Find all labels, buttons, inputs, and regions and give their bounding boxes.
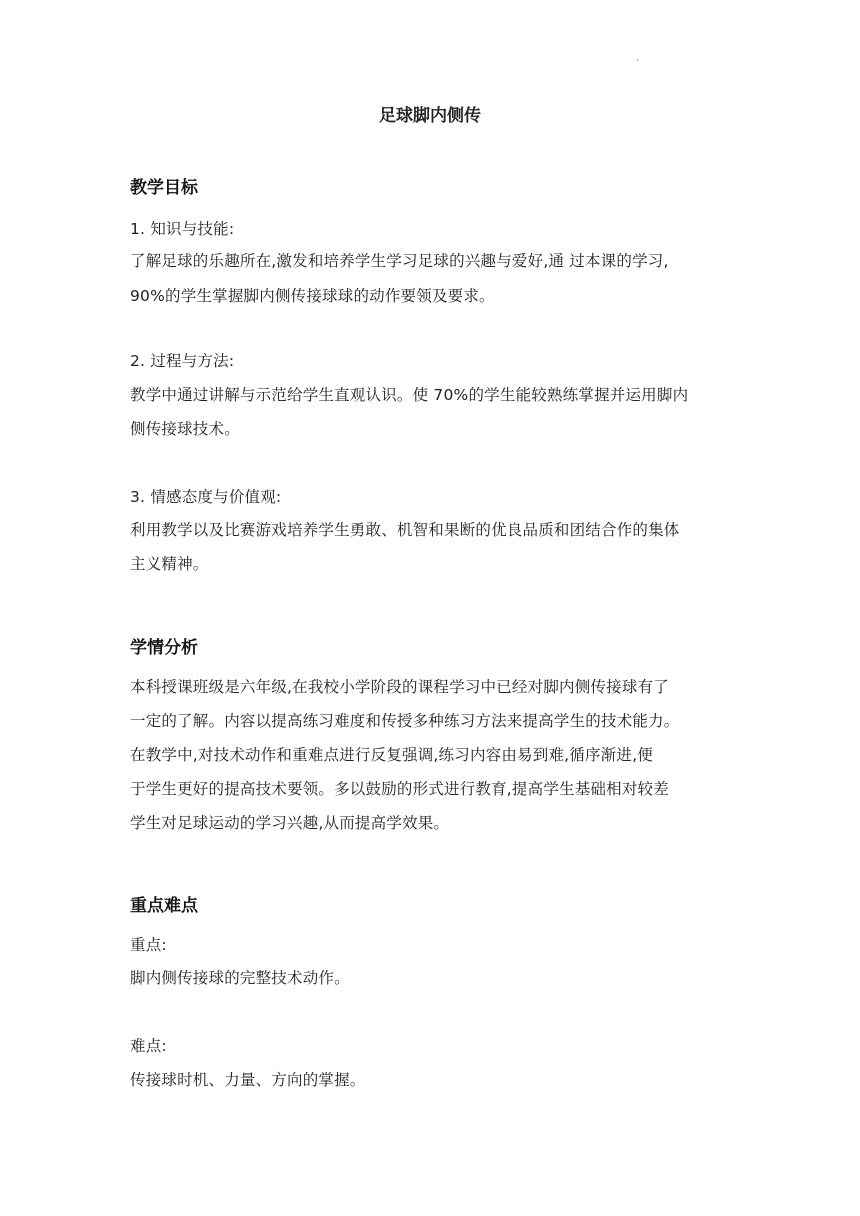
analysis-line-5: 学生对足球运动的学习兴趣,从而提高学效果。 <box>130 814 450 832</box>
section-heading-objectives: 教学目标 <box>130 178 198 198</box>
objective-1-line-2: 90%的学生掌握脚内侧传接球球的动作要领及要求。 <box>130 287 495 305</box>
objective-1-label: 1. 知识与技能: <box>130 220 235 238</box>
analysis-line-2: 一定的了解。内容以提高练习难度和传授多种练习方法来提高学生的技术能力。 <box>130 712 680 730</box>
key-point-text: 脚内侧传接球的完整技术动作。 <box>130 969 350 987</box>
section-heading-analysis: 学情分析 <box>130 638 198 658</box>
objective-3-line-2: 主义精神。 <box>130 555 209 573</box>
header-dot-mark: · <box>636 56 639 66</box>
objective-3-line-1: 利用教学以及比赛游戏培养学生勇敢、机智和果断的优良品质和团结合作的集体 <box>130 521 680 539</box>
analysis-line-1: 本科授课班级是六年级,在我校小学阶段的课程学习中已经对脚内侧传接球有了 <box>130 678 669 696</box>
analysis-line-3: 在教学中,对技术动作和重难点进行反复强调,练习内容由易到难,循序渐进,便 <box>130 746 653 764</box>
difficult-point-text: 传接球时机、力量、方向的掌握。 <box>130 1071 366 1089</box>
objective-3-label: 3. 情感态度与价值观: <box>130 488 282 506</box>
section-heading-keypoints: 重点难点 <box>130 896 198 916</box>
analysis-line-4: 于学生更好的提高技术要领。多以鼓励的形式进行教育,提高学生基础相对较差 <box>130 780 669 798</box>
difficult-point-label: 难点: <box>130 1037 167 1055</box>
objective-1-line-1: 了解足球的乐趣所在,激发和培养学生学习足球的兴趣与爱好,通 过本课的学习, <box>130 252 669 270</box>
objective-2-line-2: 侧传接球技术。 <box>130 420 240 438</box>
objective-2-line-1: 教学中通过讲解与示范给学生直观认识。使 70%的学生能较熟练掌握并运用脚内 <box>130 386 689 404</box>
objective-2-label: 2. 过程与方法: <box>130 352 235 370</box>
document-title: 足球脚内侧传 <box>379 106 481 126</box>
key-point-label: 重点: <box>130 936 167 954</box>
